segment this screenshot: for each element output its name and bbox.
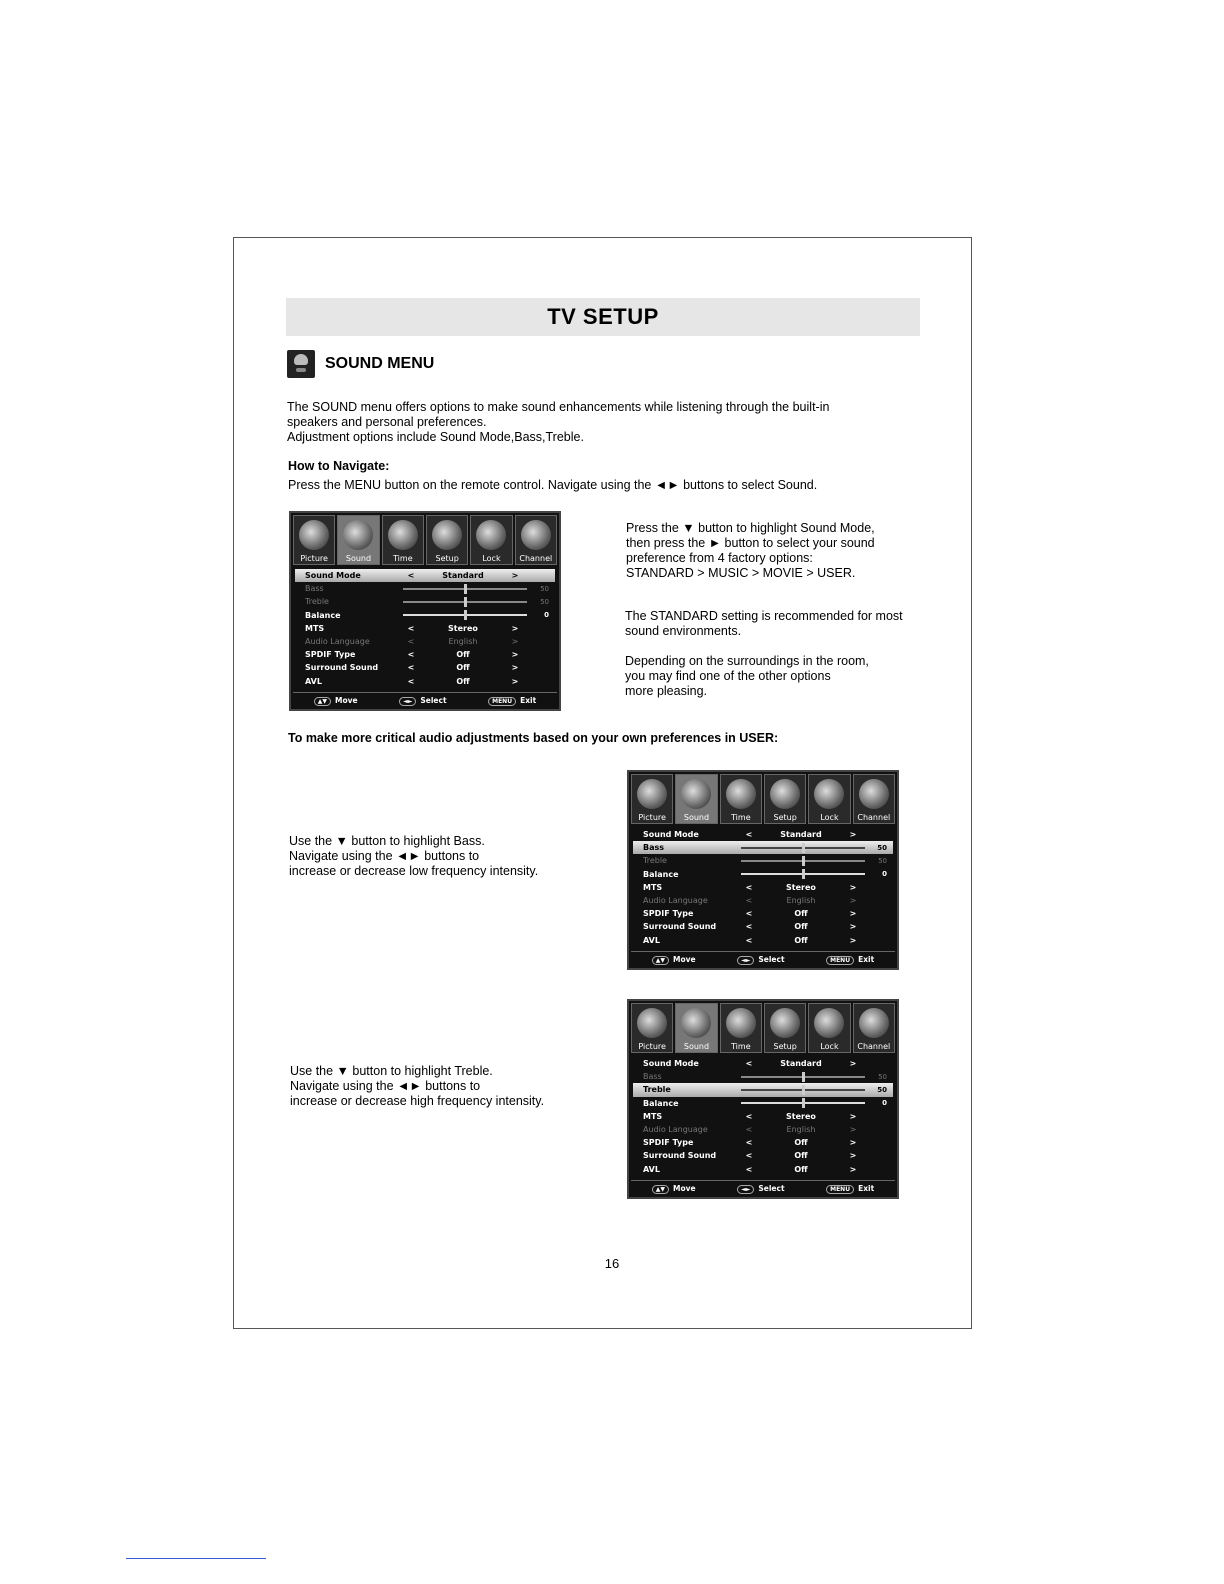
text-line: Depending on the surroundings in the room, <box>625 654 869 668</box>
menu-value: Off <box>794 922 808 932</box>
standard-text <box>625 609 903 639</box>
page-title: TV SETUP <box>547 304 659 329</box>
menu-row-mts <box>295 622 555 635</box>
text-line: Navigate using the ◄► buttons to <box>289 849 480 863</box>
text-line: Use the ▼ button to highlight Treble. <box>290 1064 493 1078</box>
left-right-key-icon: ◄► <box>399 697 416 706</box>
lock-icon <box>814 779 844 809</box>
menu-row-spdif <box>295 648 555 661</box>
right-arrow-icon: > <box>511 571 519 581</box>
left-arrow-icon: < <box>407 650 415 660</box>
text-line: Navigate using the ◄► buttons to <box>290 1079 481 1093</box>
channel-icon <box>859 1008 889 1038</box>
text-line: increase or decrease low frequency intensity. <box>289 864 539 878</box>
right-arrow-icon: > <box>511 663 519 673</box>
menu-value: Stereo <box>448 623 478 633</box>
menu-value: Off <box>456 650 470 660</box>
right-arrow-icon: > <box>849 882 857 892</box>
slider-value: 50 <box>877 1085 887 1094</box>
left-arrow-icon: < <box>745 1059 753 1069</box>
menu-label: Sound Mode <box>643 830 699 840</box>
menu-label: Treble <box>305 597 329 607</box>
tab-lock <box>808 774 850 824</box>
text-line: sound environments. <box>625 624 742 638</box>
tab-picture <box>631 774 673 824</box>
menu-key-icon: MENU <box>488 697 516 706</box>
menu-value: Off <box>794 1164 808 1174</box>
menu-label: MTS <box>643 882 663 892</box>
text-line: The STANDARD setting is recommended for most <box>625 609 903 623</box>
menu-label: AVL <box>643 935 660 945</box>
left-arrow-icon: < <box>745 1151 753 1161</box>
menu-label: Audio Language <box>643 896 708 906</box>
channel-icon <box>521 520 551 550</box>
tab-label: Time <box>393 554 413 563</box>
menu-value: English <box>448 637 478 647</box>
slider-value: 50 <box>540 597 549 606</box>
slider-track <box>741 1102 865 1104</box>
lock-icon <box>814 1008 844 1038</box>
slider-knob <box>464 610 467 620</box>
right-arrow-icon: > <box>849 1164 857 1174</box>
tab-sound <box>675 774 717 824</box>
tab-setup <box>426 515 468 565</box>
left-arrow-icon: < <box>407 571 415 581</box>
text-line: then press the ► button to select your sound <box>626 536 875 550</box>
up-down-key-icon: ▲▼ <box>652 1185 669 1194</box>
slider-knob <box>802 1098 805 1108</box>
osd-menu-list <box>295 569 555 688</box>
text-line: you may find one of the other options <box>625 669 831 683</box>
left-arrow-icon: < <box>407 676 415 686</box>
menu-row-audio-language <box>295 635 555 648</box>
tab-label: Time <box>731 813 751 822</box>
slider-knob <box>802 856 805 866</box>
text-line: Press the ▼ button to highlight Sound Mode, <box>626 521 875 535</box>
section-header <box>287 350 434 378</box>
menu-row-spdif <box>633 1136 893 1149</box>
osd-sound-menu-1 <box>289 511 561 711</box>
picture-icon <box>299 520 329 550</box>
channel-icon <box>859 779 889 809</box>
text-line: STANDARD > MUSIC > MOVIE > USER. <box>626 566 856 580</box>
right-arrow-icon: > <box>849 922 857 932</box>
menu-row-surround <box>633 920 893 933</box>
slider-value: 50 <box>540 584 549 593</box>
right-arrow-icon: > <box>849 935 857 945</box>
menu-value: Stereo <box>786 1111 816 1121</box>
menu-label: Bass <box>643 1072 662 1082</box>
setup-icon <box>770 1008 800 1038</box>
right-arrow-icon: > <box>849 830 857 840</box>
sound-mode-text <box>626 521 875 581</box>
slider-value: 50 <box>877 843 887 852</box>
tab-label: Channel <box>857 813 891 822</box>
menu-value: Off <box>794 909 808 919</box>
slider-track <box>403 614 527 616</box>
menu-row-balance <box>633 868 893 881</box>
tab-label: Time <box>731 1042 751 1051</box>
slider-value: 50 <box>878 1072 887 1081</box>
lock-icon <box>476 520 506 550</box>
help-label: Exit <box>858 1183 875 1193</box>
slider-track <box>741 873 865 875</box>
tab-lock <box>808 1003 850 1053</box>
help-exit <box>826 955 874 964</box>
how-heading: How to Navigate: <box>288 459 390 473</box>
tab-label: Picture <box>638 1042 666 1051</box>
sound-icon <box>681 779 711 809</box>
menu-value: Off <box>794 935 808 945</box>
left-arrow-icon: < <box>407 663 415 673</box>
osd-help-bar <box>631 951 895 966</box>
help-label: Move <box>673 954 696 964</box>
tab-picture <box>293 515 335 565</box>
user-heading: To make more critical audio adjustments based on your own preferences in USER: <box>288 731 779 745</box>
menu-row-bass <box>295 582 555 595</box>
slider-track <box>741 1089 865 1091</box>
tab-sound <box>675 1003 717 1053</box>
help-label: Select <box>758 1183 785 1193</box>
left-arrow-icon: < <box>745 1138 753 1148</box>
menu-row-mts <box>633 881 893 894</box>
tab-picture <box>631 1003 673 1053</box>
right-arrow-icon: > <box>849 1111 857 1121</box>
menu-row-balance <box>633 1097 893 1110</box>
menu-label: Sound Mode <box>305 571 361 581</box>
osd-help-bar <box>293 692 557 707</box>
menu-label: Surround Sound <box>643 1151 717 1161</box>
left-arrow-icon: < <box>745 896 753 906</box>
slider-knob <box>802 869 805 879</box>
slider-value: 0 <box>544 611 549 620</box>
sound-icon <box>681 1008 711 1038</box>
menu-label: Balance <box>305 610 341 620</box>
slider-knob <box>464 597 467 607</box>
osd-tab-bar <box>629 772 897 824</box>
slider-knob <box>464 584 467 594</box>
left-arrow-icon: < <box>745 922 753 932</box>
help-label: Select <box>758 954 785 964</box>
depending-text <box>625 654 869 699</box>
how-text: Press the MENU button on the remote control. Navigate using the ◄► buttons to select Sound. <box>288 478 818 492</box>
left-arrow-icon: < <box>745 1111 753 1121</box>
left-arrow-icon: < <box>745 882 753 892</box>
time-icon <box>388 520 418 550</box>
title-bar <box>286 298 920 336</box>
osd-tab-bar <box>291 513 559 565</box>
page-number: 16 <box>604 1256 620 1271</box>
help-select <box>399 696 446 705</box>
menu-label: Balance <box>643 869 679 879</box>
left-arrow-icon: < <box>407 623 415 633</box>
tab-label: Channel <box>519 554 553 563</box>
right-arrow-icon: > <box>849 1059 857 1069</box>
footer-line <box>126 1558 266 1559</box>
menu-row-audio-language <box>633 894 893 907</box>
menu-row-surround <box>295 661 555 674</box>
help-select <box>737 1184 784 1193</box>
tab-time <box>382 515 424 565</box>
menu-label: SPDIF Type <box>643 1138 694 1148</box>
slider-value: 0 <box>882 870 887 879</box>
left-arrow-icon: < <box>745 909 753 919</box>
menu-row-treble <box>633 1083 893 1096</box>
slider-knob <box>802 843 805 853</box>
text-line: increase or decrease high frequency intensity. <box>290 1094 545 1108</box>
tab-label: Setup <box>773 1042 797 1051</box>
menu-row-sound-mode <box>633 828 893 841</box>
slider-track <box>403 588 527 590</box>
text-line: more pleasing. <box>625 684 707 698</box>
menu-row-avl <box>633 1163 893 1176</box>
menu-row-sound-mode <box>633 1057 893 1070</box>
left-arrow-icon: < <box>745 1164 753 1174</box>
help-label: Move <box>335 695 358 705</box>
tab-label: Sound <box>345 554 372 563</box>
menu-row-audio-language <box>633 1123 893 1136</box>
menu-label: AVL <box>305 676 322 686</box>
picture-icon <box>637 779 667 809</box>
help-exit <box>488 696 536 705</box>
left-arrow-icon: < <box>407 637 415 647</box>
tab-label: Sound <box>683 1042 710 1051</box>
slider-value: 0 <box>882 1099 887 1108</box>
menu-label: Audio Language <box>305 637 370 647</box>
up-down-key-icon: ▲▼ <box>314 697 331 706</box>
menu-label: Balance <box>643 1098 679 1108</box>
menu-value: Standard <box>780 830 822 840</box>
help-label: Move <box>673 1183 696 1193</box>
help-exit <box>826 1184 874 1193</box>
tab-label: Channel <box>857 1042 891 1051</box>
menu-row-spdif <box>633 907 893 920</box>
picture-icon <box>637 1008 667 1038</box>
menu-row-treble <box>295 595 555 608</box>
slider-knob <box>802 1072 805 1082</box>
menu-key-icon: MENU <box>826 956 854 965</box>
menu-row-balance <box>295 609 555 622</box>
tab-label: Sound <box>683 813 710 822</box>
help-label: Select <box>420 695 447 705</box>
intro-line: Adjustment options include Sound Mode,Bass,Treble. <box>287 430 584 444</box>
setup-icon <box>432 520 462 550</box>
menu-value: English <box>786 1125 816 1135</box>
right-arrow-icon: > <box>511 650 519 660</box>
text-line: Use the ▼ button to highlight Bass. <box>289 834 485 848</box>
menu-label: Surround Sound <box>643 922 717 932</box>
menu-label: Surround Sound <box>305 663 379 673</box>
intro-line: speakers and personal preferences. <box>287 415 487 429</box>
menu-value: Standard <box>780 1059 822 1069</box>
help-move <box>652 1184 696 1193</box>
menu-value: Standard <box>442 571 484 581</box>
osd-tab-bar <box>629 1001 897 1053</box>
sound-icon <box>343 520 373 550</box>
sound-icon <box>287 350 315 378</box>
menu-value: Off <box>456 676 470 686</box>
slider-track <box>741 860 865 862</box>
slider-track <box>741 847 865 849</box>
tab-setup <box>764 774 806 824</box>
left-arrow-icon: < <box>745 830 753 840</box>
left-arrow-icon: < <box>745 1125 753 1135</box>
menu-label: SPDIF Type <box>643 909 694 919</box>
menu-key-icon: MENU <box>826 1185 854 1194</box>
up-down-key-icon: ▲▼ <box>652 956 669 965</box>
menu-label: Sound Mode <box>643 1059 699 1069</box>
menu-label: Treble <box>643 1085 671 1095</box>
menu-label: Audio Language <box>643 1125 708 1135</box>
help-move <box>652 955 696 964</box>
tab-setup <box>764 1003 806 1053</box>
right-arrow-icon: > <box>849 1138 857 1148</box>
tab-label: Picture <box>638 813 666 822</box>
menu-label: MTS <box>305 623 325 633</box>
bass-text <box>289 834 538 879</box>
right-arrow-icon: > <box>849 896 857 906</box>
left-right-key-icon: ◄► <box>737 956 754 965</box>
tab-label: Lock <box>482 554 501 563</box>
slider-track <box>403 601 527 603</box>
setup-icon <box>770 779 800 809</box>
menu-value: Off <box>794 1138 808 1148</box>
menu-value: Stereo <box>786 882 816 892</box>
right-arrow-icon: > <box>511 623 519 633</box>
intro-text <box>287 400 829 445</box>
menu-row-sound-mode <box>295 569 555 582</box>
menu-label: Treble <box>643 856 667 866</box>
intro-line: The SOUND menu offers options to make sound enhancements while listening through the built-in <box>287 400 830 414</box>
left-arrow-icon: < <box>745 935 753 945</box>
osd-menu-list <box>633 1057 893 1176</box>
right-arrow-icon: > <box>849 909 857 919</box>
osd-sound-menu-2 <box>627 770 899 970</box>
menu-row-avl <box>633 934 893 947</box>
menu-row-bass <box>633 841 893 854</box>
right-arrow-icon: > <box>849 1125 857 1135</box>
tab-label: Lock <box>820 813 839 822</box>
menu-label: Bass <box>643 843 665 853</box>
menu-label: MTS <box>643 1111 663 1121</box>
slider-value: 50 <box>878 856 887 865</box>
menu-row-bass <box>633 1070 893 1083</box>
tab-sound <box>337 515 379 565</box>
slider-knob <box>802 1085 805 1095</box>
left-right-key-icon: ◄► <box>737 1185 754 1194</box>
osd-sound-menu-3 <box>627 999 899 1199</box>
tab-time <box>720 1003 762 1053</box>
tab-label: Setup <box>773 813 797 822</box>
menu-label: AVL <box>643 1164 660 1174</box>
menu-label: Bass <box>305 584 324 594</box>
tab-label: Picture <box>300 554 328 563</box>
tab-channel <box>515 515 557 565</box>
tab-channel <box>853 774 895 824</box>
text-line: preference from 4 factory options: <box>626 551 813 565</box>
help-select <box>737 955 784 964</box>
treble-text <box>290 1064 544 1109</box>
slider-track <box>741 1076 865 1078</box>
menu-row-mts <box>633 1110 893 1123</box>
section-title: SOUND MENU <box>325 355 435 372</box>
menu-value: Off <box>794 1151 808 1161</box>
time-icon <box>726 779 756 809</box>
menu-label: SPDIF Type <box>305 650 356 660</box>
menu-row-treble <box>633 854 893 867</box>
tab-label: Setup <box>435 554 459 563</box>
menu-value: Off <box>456 663 470 673</box>
right-arrow-icon: > <box>511 676 519 686</box>
menu-row-surround <box>633 1149 893 1162</box>
tab-lock <box>470 515 512 565</box>
time-icon <box>726 1008 756 1038</box>
help-label: Exit <box>858 954 875 964</box>
menu-row-avl <box>295 675 555 688</box>
menu-value: English <box>786 896 816 906</box>
right-arrow-icon: > <box>849 1151 857 1161</box>
tab-label: Lock <box>820 1042 839 1051</box>
osd-menu-list <box>633 828 893 947</box>
tab-channel <box>853 1003 895 1053</box>
help-label: Exit <box>520 695 537 705</box>
right-arrow-icon: > <box>511 637 519 647</box>
help-move <box>314 696 358 705</box>
tab-time <box>720 774 762 824</box>
osd-help-bar <box>631 1180 895 1195</box>
